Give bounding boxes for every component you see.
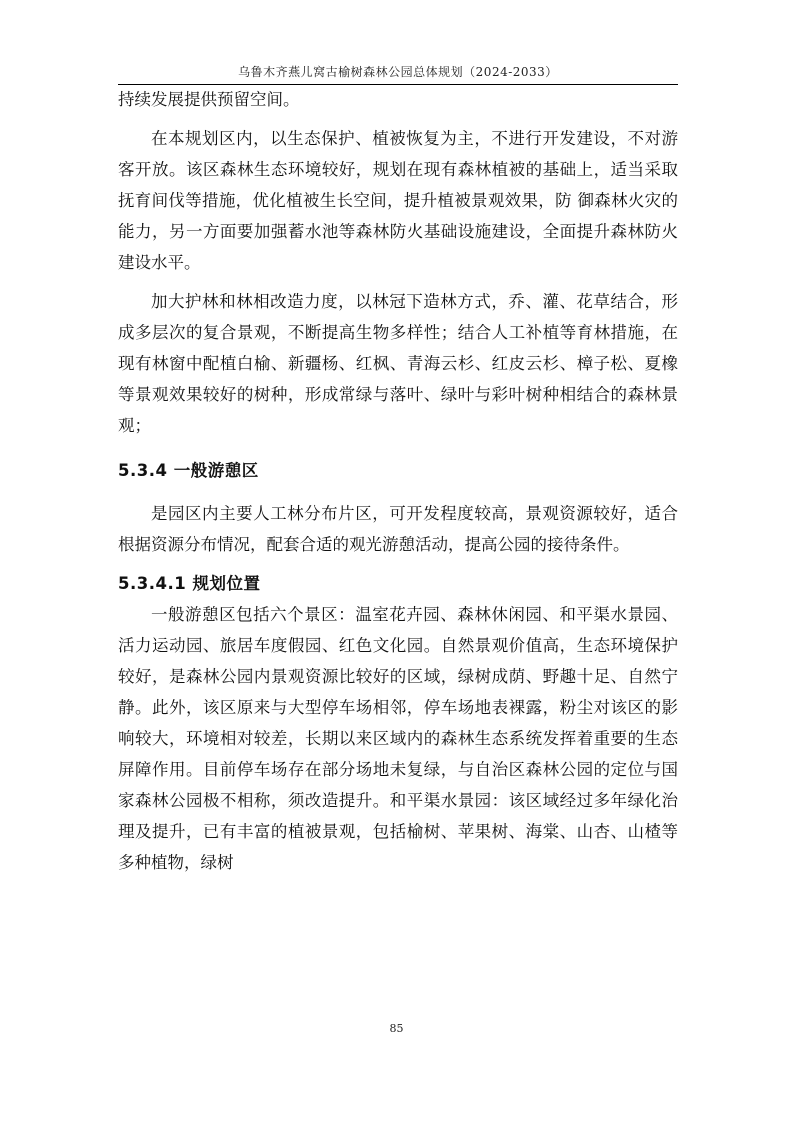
paragraph-protection-zone: 在本规划区内，以生态保护、植被恢复为主，不进行开发建设，不对游客开放。该区森林生态环境较好，规划在现有森林植被的基础上，适当采取抚育间伐等措施，优化植被生长空间，提升植被景观效果，防 御森林火灾的能力，另一方面要加强蓄水池等森林防火基础设施建设，全面提升森林防火建设水平。	[118, 129, 678, 272]
paragraph-forest-improvement: 加大护林和林相改造力度，以林冠下造林方式，乔、灌、花草结合，形成多层次的复合景观，不断提高生物多样性；结合人工补植等育林措施，在现有林窗中配植白榆、新疆杨、红枫、青海云杉、红皮云杉、樟子松、夏橡等景观效果较好的树种，形成常绿与落叶、绿叶与彩叶树种相结合的森林景观；	[118, 292, 678, 435]
document-body	[118, 84, 678, 878]
paragraph-continuation: 持续发展提供预留空间。	[118, 90, 300, 109]
paragraph-planning-location: 一般游憩区包括六个景区：温室花卉园、森林休闲园、和平渠水景园、活力运动园、旅居车度假园、红色文化园。自然景观价值高，生态环境保护较好，是森林公园内景观资源比较好的区域，绿树成荫、野趣十足、自然宁静。此外，该区原来与大型停车场相邻，停车场地表裸露，粉尘对该区的影响较大，环境相对较差，长期以来区域内的森林生态系统发挥着重要的生态屏障作用。目前停车场存在部分场地未复绿，与自治区森林公园的定位与国家森林公园极不相称，须改造提升。和平渠水景园：该区域经过多年绿化治理及提升，已有丰富的植被景观，包括榆树、苹果树、海棠、山杏、山楂等多种植物，绿树	[118, 605, 678, 872]
paragraph-section-intro: 是园区内主要人工林分布片区，可开发程度较高，景观资源较好，适合根据资源分布情况，配套合适的观光游憩活动，提高公园的接待条件。	[118, 504, 678, 554]
page-number: 85	[389, 1022, 404, 1035]
subsection-heading: 5.3.4.1 规划位置	[118, 574, 261, 593]
section-heading: 5.3.4 一般游憩区	[118, 461, 259, 480]
running-header: 乌鲁木齐燕儿窝古榆树森林公园总体规划（2024-2033）	[238, 65, 558, 79]
